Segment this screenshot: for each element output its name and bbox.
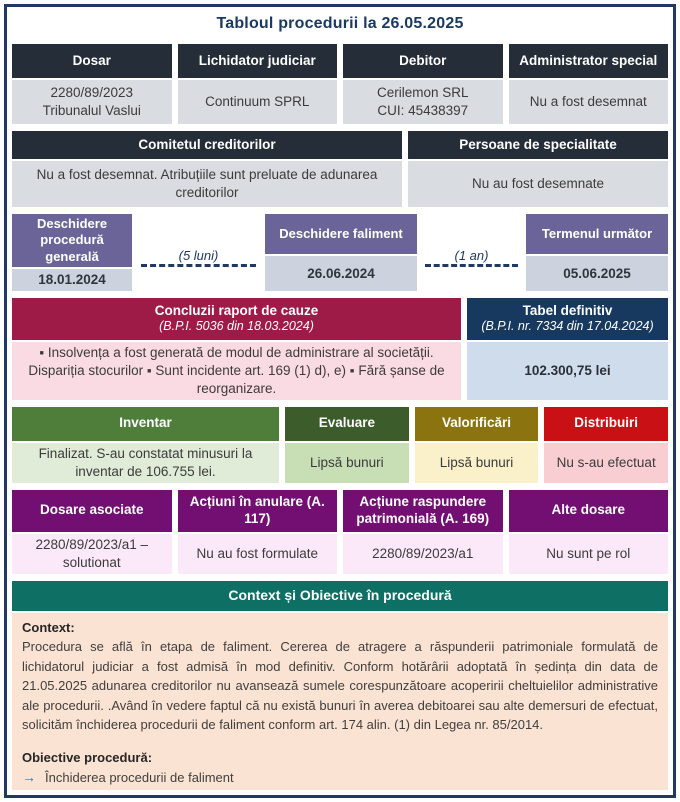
card-debitor-value [343, 80, 503, 124]
dosare-asociate-value: 2280/89/2023/a1 – solutionat [12, 534, 172, 574]
evaluare-value: Lipsă bunuri [285, 443, 409, 483]
objective-text: Închiderea procedurii de faliment [45, 770, 234, 786]
timeline-step-termen-urmator [526, 214, 668, 291]
context-label: Context: [22, 619, 75, 635]
context-section-body [12, 611, 668, 790]
card-administrator-title: Administrator special [509, 44, 669, 78]
card-evaluare [285, 407, 409, 483]
reports-row [12, 298, 668, 400]
dashboard-frame [4, 4, 676, 798]
evaluare-title: Evaluare [285, 407, 409, 441]
debitor-name: Cerilemon SRL [376, 85, 469, 101]
card-debitor-title: Debitor [343, 44, 503, 78]
page-title: Tabloul procedurii la 26.05.2025 [216, 15, 464, 32]
card-debitor [343, 44, 503, 124]
persoane-value: Nu au fost desemnate [408, 161, 668, 207]
committee-row [12, 131, 668, 207]
timeline-step3-title: Termenul următor [526, 214, 668, 254]
card-valorificari [415, 407, 539, 483]
card-alte-dosare [509, 490, 669, 574]
card-dosar [12, 44, 172, 124]
persoane-title: Persoane de specialitate [408, 131, 668, 159]
tabel-definitiv-amount: 102.300,75 lei [467, 342, 668, 400]
card-lichidator-title: Lichidator judiciar [178, 44, 338, 78]
debitor-cui: CUI: 45438397 [377, 103, 469, 118]
arrow-right-icon: → [22, 769, 36, 786]
concluzii-body: ▪ Insolvența a fost generată de modul de administrare al societății. Dispariția stocurilor ▪ Sunt incidente art. 169 (1) d), e) ▪ Fără șanse de reorganizare. [12, 342, 461, 400]
actiuni-anulare-title: Acțiuni în anulare (A. 117) [178, 490, 338, 532]
context-section-header: Context și Obiective în procedură [12, 581, 668, 611]
timeline-step2-date: 26.06.2024 [265, 256, 417, 291]
dosar-number: 2280/89/2023 [50, 85, 134, 101]
card-distribuiri [544, 407, 668, 483]
alte-dosare-value: Nu sunt pe rol [509, 534, 669, 574]
objectives-label: Obiective procedură: [22, 749, 153, 765]
card-tabel-definitiv [467, 298, 668, 400]
actiune-raspundere-value: 2280/89/2023/a1 [343, 534, 503, 574]
administrator-status: Nu a fost desemnat [529, 94, 647, 110]
card-dosar-value [12, 80, 172, 124]
dashed-connector-line [425, 264, 519, 267]
dosar-court: Tribunalul Vaslui [42, 103, 141, 118]
timeline-row [12, 214, 668, 291]
timeline-connector1-label: (5 luni) [178, 247, 219, 263]
timeline-connector-2 [417, 214, 526, 291]
actiune-raspundere-title: Acțiune raspundere patrimonială (A. 169) [343, 490, 503, 532]
dosare-asociate-title: Dosare asociate [12, 490, 172, 532]
timeline-connector-1 [132, 214, 265, 291]
card-lichidator-value [178, 80, 338, 124]
timeline-step-deschidere-generala [12, 214, 132, 291]
related-cases-row [12, 490, 668, 574]
inventar-value: Finalizat. S-au constatat minusuri la inventar de 106.755 lei. [12, 443, 279, 483]
inventar-title: Inventar [12, 407, 279, 441]
case-info-row [12, 44, 668, 124]
tabel-definitiv-title: Tabel definitiv [522, 302, 613, 318]
timeline-step2-title: Deschidere faliment [265, 214, 417, 254]
card-actiune-raspundere [343, 490, 503, 574]
card-lichidator [178, 44, 338, 124]
timeline-step3-date: 05.06.2025 [526, 256, 668, 291]
context-paragraph: Procedura se află în etapa de faliment. Cererea de atragere a răspunderii patrimoniale formulată de lichidatorul judiciar a fost admisă în mod definitiv. Conform hotărârii adoptată în ședința din data de 21.05.2025 adunarea creditorilor nu avansează sumele corespunzătoare acoperirii cheltuielilor administrative ale procedurii. .Având în vedere faptul că nu există bunuri în averea debitoarei sau alte demersuri de efectuat, solicităm închiderea procedurii de faliment conform art. 174 alin. (1) din Legea nr. 85/2014. [22, 639, 658, 733]
timeline-connector2-label: (1 an) [454, 247, 489, 263]
card-concluzii-raport [12, 298, 461, 400]
card-persoane-specialitate [408, 131, 668, 207]
timeline-step1-date: 18.01.2024 [12, 269, 132, 291]
concluzii-title: Concluzii raport de cauze [154, 302, 319, 318]
actiuni-anulare-value: Nu au fost formulate [178, 534, 338, 574]
card-actiuni-anulare [178, 490, 338, 574]
card-dosar-title: Dosar [12, 44, 172, 78]
valorificari-value: Lipsă bunuri [415, 443, 539, 483]
card-dosare-asociate [12, 490, 172, 574]
valorificari-title: Valorificări [415, 407, 539, 441]
spacer [22, 735, 658, 748]
tabel-definitiv-header [467, 298, 668, 340]
distribuiri-title: Distribuiri [544, 407, 668, 441]
card-administrator-special [509, 44, 669, 124]
dashed-connector-line [141, 264, 255, 267]
timeline-step1-title: Deschidere procedură generală [12, 214, 132, 267]
objective-item [22, 767, 658, 788]
concluzii-header [12, 298, 461, 340]
lichidator-name: Continuum SPRL [205, 94, 310, 110]
tabel-definitiv-subtitle: (B.P.I. nr. 7334 din 17.04.2024) [481, 319, 654, 334]
timeline-step-deschidere-faliment [265, 214, 417, 291]
comitet-title: Comitetul creditorilor [12, 131, 402, 159]
card-comitet-creditorilor [12, 131, 402, 207]
card-inventar [12, 407, 279, 483]
distribuiri-value: Nu s-au efectuat [544, 443, 668, 483]
concluzii-subtitle: (B.P.I. 5036 din 18.03.2024) [159, 319, 314, 334]
comitet-value: Nu a fost desemnat. Atribuțiile sunt preluate de adunarea creditorilor [12, 161, 402, 207]
alte-dosare-title: Alte dosare [509, 490, 669, 532]
card-administrator-value [509, 80, 669, 124]
assets-row [12, 407, 668, 483]
